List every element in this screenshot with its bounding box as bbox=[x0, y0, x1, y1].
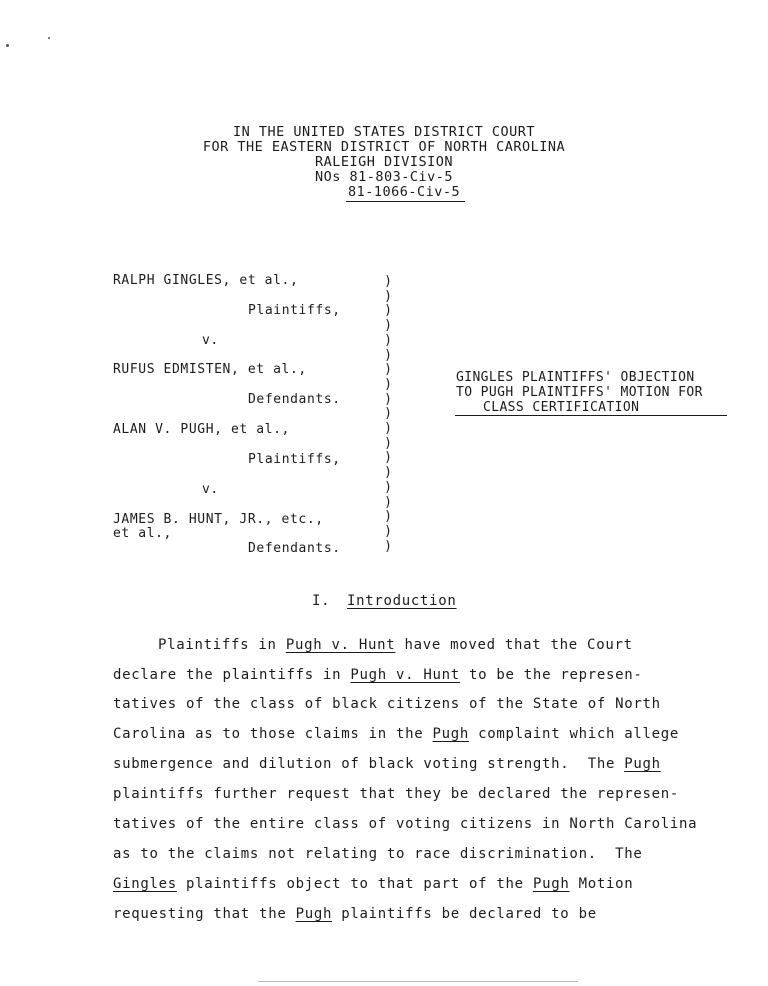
caption-parenthesis: ) bbox=[384, 391, 392, 407]
court-header-line2: FOR THE EASTERN DISTRICT OF NORTH CAROLINA bbox=[202, 139, 566, 155]
caption-parenthesis: ) bbox=[384, 523, 392, 539]
body-line-3: tatives of the class of black citizens of the State of North bbox=[113, 696, 661, 712]
versus-2: v. bbox=[202, 482, 219, 497]
caption-parenthesis: ) bbox=[384, 362, 392, 378]
caption-parenthesis: ) bbox=[384, 479, 392, 495]
caption-parenthesis-column bbox=[382, 275, 394, 554]
body-line-10: requesting that the Pugh plaintiffs be declared to be bbox=[113, 906, 597, 922]
party-hunt-cont: et al., bbox=[113, 526, 172, 541]
body-line-5: submergence and dilution of black voting strength. The Pugh bbox=[113, 756, 661, 772]
document-title-line3: CLASS CERTIFICATION bbox=[483, 400, 640, 415]
body-line-4: Carolina as to those claims in the Pugh complaint which allege bbox=[113, 726, 679, 742]
case-number-2: 81-1066-Civ-5 bbox=[348, 184, 461, 200]
caption-parenthesis: ) bbox=[384, 318, 392, 334]
case-citation: Pugh v. Hunt bbox=[350, 667, 460, 683]
caption-parenthesis: ) bbox=[384, 465, 392, 481]
case-name: Pugh bbox=[624, 756, 661, 772]
section-number: I. bbox=[312, 593, 331, 609]
caption-parenthesis: ) bbox=[384, 303, 392, 319]
footer-rule bbox=[258, 981, 578, 982]
case-number-1: NOs 81-803-Civ-5 bbox=[314, 169, 454, 185]
caption-parenthesis: ) bbox=[384, 421, 392, 437]
caption-parenthesis: ) bbox=[384, 288, 392, 304]
body-line-8: as to the claims not relating to race discrimination. The bbox=[113, 846, 643, 862]
case-name: Pugh bbox=[432, 726, 470, 742]
scan-speck bbox=[6, 44, 9, 47]
party-hunt: JAMES B. HUNT, JR., etc., bbox=[113, 512, 324, 527]
caption-parenthesis: ) bbox=[384, 509, 392, 525]
case-name: Pugh bbox=[532, 876, 570, 892]
document-title-line1: GINGLES PLAINTIFFS' OBJECTION bbox=[456, 370, 695, 385]
caption-parenthesis: ) bbox=[384, 435, 392, 451]
case-name: Gingles bbox=[113, 876, 177, 892]
body-line-2: declare the plaintiffs in Pugh v. Hunt to be the represen- bbox=[113, 667, 643, 683]
case-name: Pugh bbox=[295, 906, 333, 922]
body-line-6: plaintiffs further request that they be declared the represen- bbox=[113, 786, 679, 802]
caption-parenthesis: ) bbox=[384, 347, 392, 363]
caption-parenthesis: ) bbox=[384, 406, 392, 422]
court-header-line3: RALEIGH DIVISION bbox=[314, 154, 454, 170]
role-plaintiffs-2: Plaintiffs, bbox=[248, 452, 341, 467]
caption-parenthesis: ) bbox=[384, 376, 392, 392]
caption-parenthesis: ) bbox=[384, 332, 392, 348]
caption-parenthesis: ) bbox=[384, 450, 392, 466]
role-defendants-2: Defendants. bbox=[248, 541, 341, 556]
body-line-9: Gingles plaintiffs object to that part of the Pugh Motion bbox=[113, 876, 634, 892]
scan-speck bbox=[48, 37, 50, 39]
party-gingles: RALPH GINGLES, et al., bbox=[113, 273, 299, 288]
case-number-underline bbox=[346, 201, 465, 202]
document-title-line2: TO PUGH PLAINTIFFS' MOTION FOR bbox=[456, 385, 703, 400]
document-title-underline bbox=[455, 415, 727, 416]
body-line-1: Plaintiffs in Pugh v. Hunt have moved that the Court bbox=[158, 637, 633, 653]
caption-parenthesis: ) bbox=[384, 538, 392, 554]
caption-parenthesis: ) bbox=[384, 274, 392, 289]
role-plaintiffs-1: Plaintiffs, bbox=[248, 303, 341, 318]
party-edmisten: RUFUS EDMISTEN, et al., bbox=[113, 362, 307, 377]
section-heading: Introduction bbox=[347, 593, 457, 609]
court-header-line1: IN THE UNITED STATES DISTRICT COURT bbox=[233, 124, 535, 140]
caption-parenthesis: ) bbox=[384, 494, 392, 510]
body-line-7: tatives of the entire class of voting citizens in North Carolina bbox=[113, 816, 698, 832]
party-pugh: ALAN V. PUGH, et al., bbox=[113, 422, 290, 437]
versus-1: v. bbox=[202, 333, 219, 348]
role-defendants-1: Defendants. bbox=[248, 392, 341, 407]
case-citation: Pugh v. Hunt bbox=[285, 637, 396, 653]
